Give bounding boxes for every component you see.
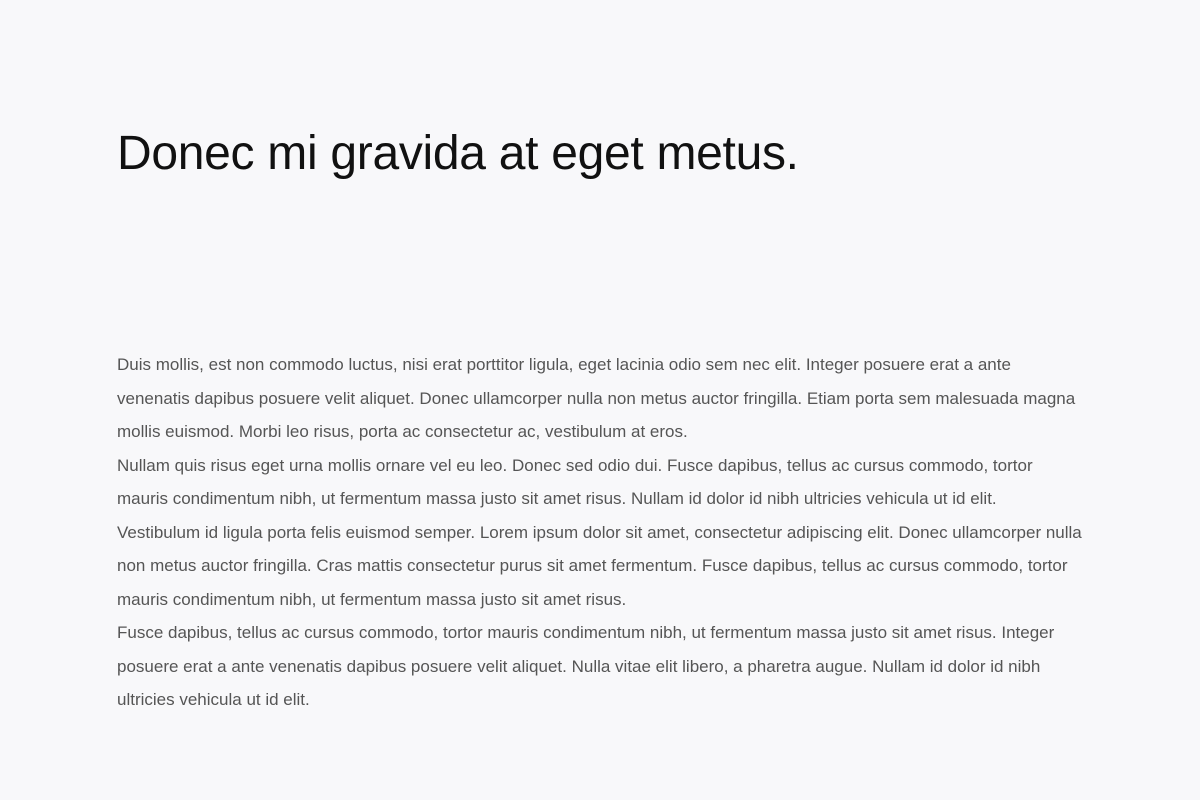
paragraph: Nullam quis risus eget urna mollis ornare vel eu leo. Donec sed odio dui. Fusce dapibus, tellus ac cursus commodo, tortor mauris condimentum nibh, ut fermentum massa justo sit amet risus. Nullam id dolor id nibh ultricies vehicula ut id elit.: [117, 455, 1033, 508]
paragraph: Duis mollis, est non commodo luctus, nisi erat porttitor ligula, eget lacinia odio sem nec elit. Integer posuere erat a ante venenatis dapibus posuere velit aliquet. Donec ullamcorper nulla non metus auctor fringilla. Etiam porta sem malesuada magna mollis euismod. Morbi leo risus, porta ac consectetur ac, vestibulum at eros.: [117, 355, 1076, 441]
body-text: [117, 348, 1087, 717]
paragraph: Vestibulum id ligula porta felis euismod semper. Lorem ipsum dolor sit amet, consectetur adipiscing elit. Donec ullamcorper nulla non metus auctor fringilla. Cras mattis consectetur purus sit amet fermentum. Fusce dapibus, tellus ac cursus commodo, tortor mauris condimentum nibh, ut fermentum massa justo sit amet risus.: [117, 522, 1082, 609]
paragraph: Fusce dapibus, tellus ac cursus commodo, tortor mauris condimentum nibh, ut fermentum massa justo sit amet risus. Integer posuere erat a ante venenatis dapibus posuere velit aliquet. Nulla vitae elit libero, a pharetra augue. Nullam id dolor id nibh ultricies vehicula ut id elit.: [117, 623, 1055, 709]
page-title: Donec mi gravida at eget metus.: [117, 127, 799, 180]
